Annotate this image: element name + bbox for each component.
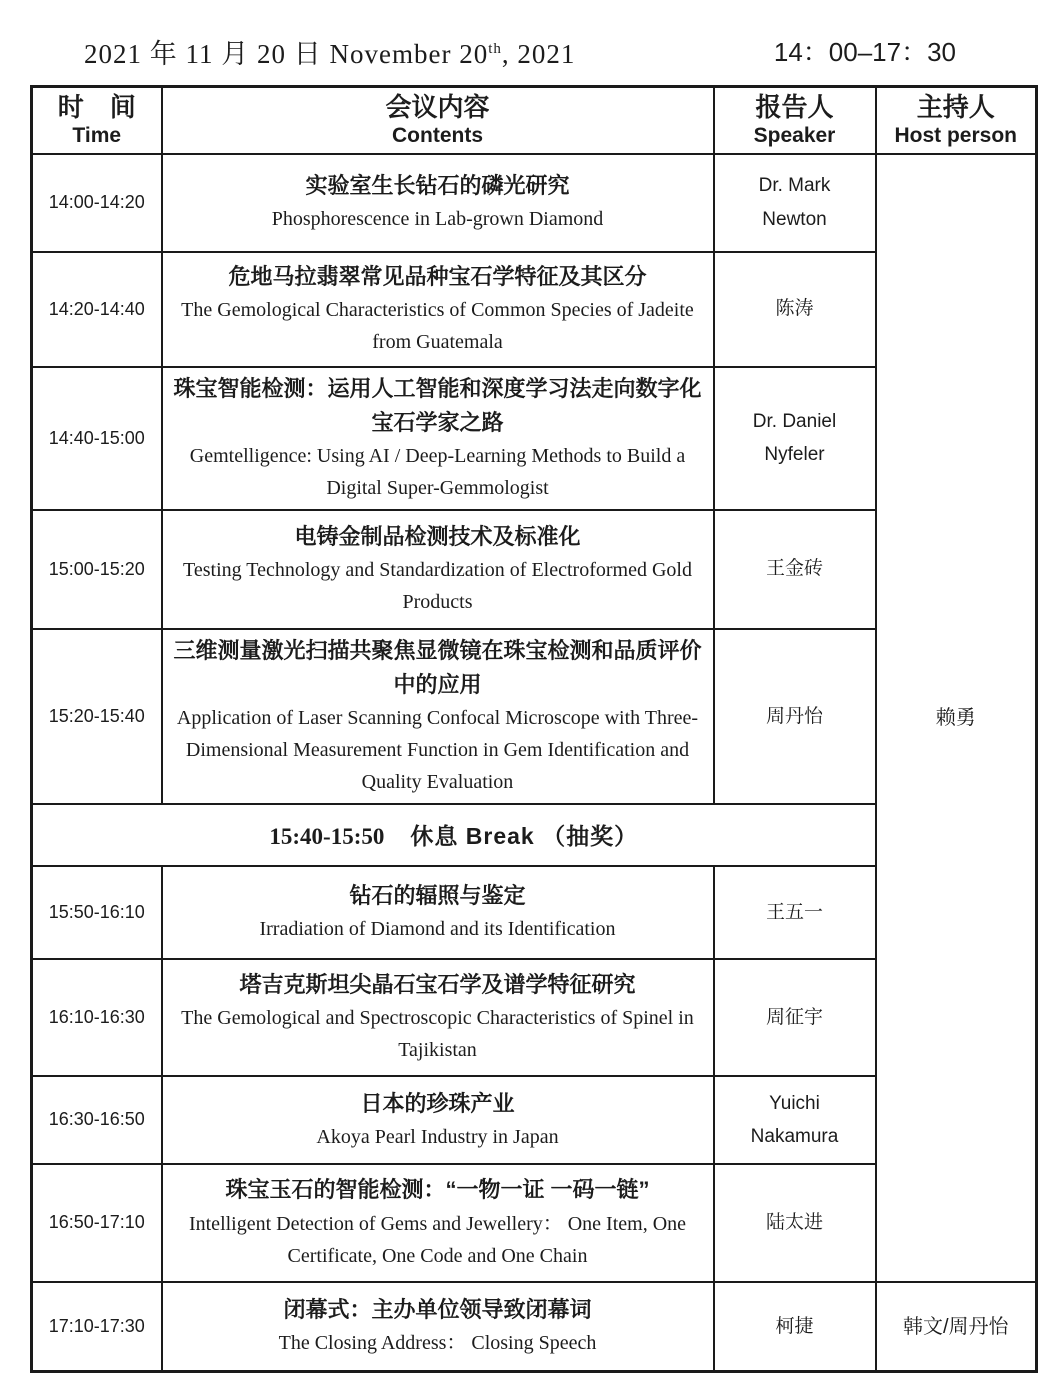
session-title-en: Intelligent Detection of Gems and Jewellery： One Item, One Certificate, One Code and One Chain	[188, 1212, 687, 1267]
session-title-zh: 塔吉克斯坦尖晶石宝石学及谱学特征研究	[239, 971, 636, 997]
session-time: 15:20-15:40	[32, 629, 162, 804]
session-time: 14:00-14:20	[32, 154, 162, 252]
session-contents	[162, 629, 714, 804]
break-cell	[32, 804, 876, 866]
session-date	[84, 32, 575, 71]
session-contents	[162, 866, 714, 959]
session-speaker: Dr. Daniel Nyfeler	[714, 367, 876, 510]
session-title-zh: 电铸金制品检测技术及标准化	[294, 523, 581, 549]
table-row	[32, 1282, 1037, 1372]
session-speaker: 柯捷	[714, 1282, 876, 1372]
host-main-cell: 赖勇	[876, 154, 1037, 1282]
session-speaker: Dr. Mark Newton	[714, 154, 876, 252]
header-contents: 会议内容 Contents	[162, 87, 714, 154]
session-title-zh: 钻石的辐照与鉴定	[349, 883, 526, 909]
session-title-zh: 珠宝智能检测：运用人工智能和深度学习法走向数字化宝石学家之路	[173, 375, 702, 435]
session-title-zh: 珠宝玉石的智能检测：“一物一证 一码一链”	[225, 1177, 650, 1203]
session-title-en: The Gemological and Spectroscopic Characteristics of Spinel in Tajikistan	[181, 1007, 694, 1062]
session-contents	[162, 1076, 714, 1164]
page-header	[0, 24, 1064, 76]
session-contents	[162, 154, 714, 252]
break-label: 休息 Break （抽奖）	[410, 823, 639, 850]
header-time: 时 间 Time	[32, 87, 162, 154]
session-contents	[162, 959, 714, 1076]
session-title-en: Akoya Pearl Industry in Japan	[316, 1125, 559, 1148]
session-time: 16:50-17:10	[32, 1164, 162, 1282]
session-contents	[162, 1282, 714, 1372]
session-speaker: 王五一	[714, 866, 876, 959]
session-time: 15:00-15:20	[32, 510, 162, 629]
session-title-en: Phosphorescence in Lab-grown Diamond	[271, 208, 604, 231]
table-header-row	[32, 87, 1037, 154]
session-title-zh: 闭幕式：主办单位领导致闭幕词	[283, 1297, 592, 1323]
session-speaker: 王金砖	[714, 510, 876, 629]
session-title-en: The Gemological Characteristics of Common Species of Jadeite from Guatemala	[181, 298, 694, 354]
session-date-zh: 2021 年 11 月 20 日	[84, 39, 322, 69]
session-contents	[162, 1164, 714, 1282]
session-title-zh: 日本的珍珠产业	[360, 1090, 515, 1116]
session-contents	[162, 510, 714, 629]
host-closing-cell: 韩文/周丹怡	[876, 1282, 1037, 1372]
session-title-zh: 危地马拉翡翠常见品种宝石学特征及其区分	[228, 263, 647, 289]
session-speaker: 周征宇	[714, 959, 876, 1076]
session-date-en: November 20th, 2021	[329, 39, 576, 69]
session-contents	[162, 252, 714, 367]
session-title-en: Gemtelligence: Using AI / Deep-Learning Methods to Build a Digital Super-Gemmologist	[189, 444, 686, 500]
session-speaker: 陈涛	[714, 252, 876, 367]
session-speaker: 周丹怡	[714, 629, 876, 804]
session-title-en: Irradiation of Diamond and its Identification	[259, 918, 616, 941]
session-time: 17:10-17:30	[32, 1282, 162, 1372]
session-time-range: 14：00–17：30	[773, 37, 956, 67]
session-title-zh: 实验室生长钻石的磷光研究	[305, 173, 570, 199]
session-speaker: Yuichi Nakamura	[714, 1076, 876, 1164]
date-ordinal-suffix: th	[488, 41, 502, 57]
session-time: 14:20-14:40	[32, 252, 162, 367]
schedule-table	[30, 85, 1038, 1373]
session-speaker: 陆太进	[714, 1164, 876, 1282]
session-contents	[162, 367, 714, 510]
session-title-en: Application of Laser Scanning Confocal Microscope with Three-Dimensional Measurement Function in Gem Identification and Quality Evaluation	[176, 706, 699, 794]
session-title-en: The Closing Address： Closing Speech	[278, 1332, 597, 1355]
session-title-zh: 三维测量激光扫描共聚焦显微镜在珠宝检测和品质评价中的应用	[173, 637, 702, 697]
break-time: 15:40-15:50	[269, 824, 385, 850]
session-time: 15:50-16:10	[32, 866, 162, 959]
session-time: 16:10-16:30	[32, 959, 162, 1076]
table-row	[32, 154, 1037, 252]
header-host: 主持人 Host person	[876, 87, 1037, 154]
session-time: 16:30-16:50	[32, 1076, 162, 1164]
session-title-en: Testing Technology and Standardization of Electroformed Gold Products	[183, 558, 692, 614]
header-speaker: 报告人 Speaker	[714, 87, 876, 154]
session-time: 14:40-15:00	[32, 367, 162, 510]
